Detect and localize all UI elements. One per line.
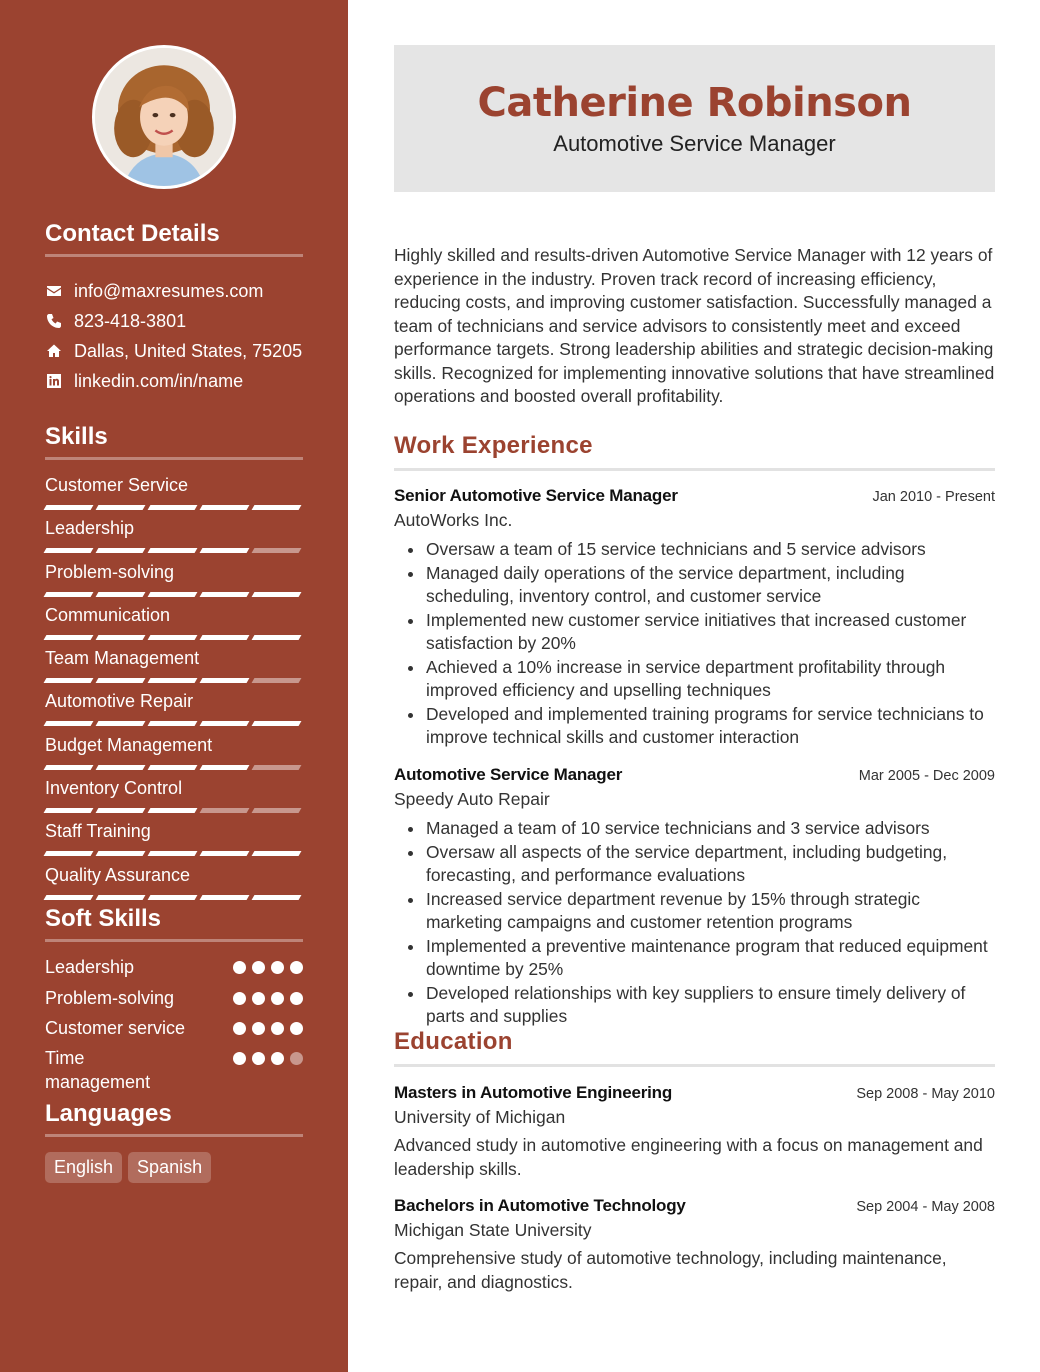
job-role: Senior Automotive Service Manager	[394, 486, 678, 505]
skill-level-segment	[96, 635, 146, 640]
skill-level-segment	[200, 592, 250, 597]
avatar-photo	[95, 48, 233, 186]
skill-level-segment	[252, 505, 302, 510]
contact-linkedin[interactable]	[45, 366, 305, 396]
education-dates: Sep 2008 - May 2010	[856, 1086, 995, 1102]
job-dates: Jan 2010 - Present	[872, 489, 995, 505]
skill-level-segment	[44, 505, 94, 510]
sidebar	[0, 0, 348, 1372]
linkedin-icon	[45, 372, 63, 390]
soft-skill-name: Problem-solving	[45, 988, 175, 1008]
skill-level-segment	[252, 548, 302, 553]
contact-heading: Contact Details	[45, 220, 303, 257]
job-role: Automotive Service Manager	[394, 765, 623, 784]
skill-row	[45, 863, 303, 906]
soft-skill-level-dot	[252, 1052, 265, 1065]
soft-skill-row	[45, 955, 303, 986]
skill-level-segment	[44, 678, 94, 683]
soft-skills-heading: Soft Skills	[45, 905, 303, 942]
skill-level-segment	[148, 765, 198, 770]
skill-level-segment	[252, 678, 302, 683]
skill-level-segment	[44, 548, 94, 553]
soft-skill-level-dot	[290, 1052, 303, 1065]
skill-level-segment	[96, 895, 146, 900]
job-bullets	[394, 817, 995, 1029]
skill-row	[45, 689, 303, 732]
skill-level-segment	[44, 808, 94, 813]
candidate-title: Automotive Service Manager	[553, 131, 836, 156]
education-description: Comprehensive study of automotive technology, including maintenance, repair, and diagnostics.	[394, 1248, 947, 1292]
skill-level-segment	[200, 635, 250, 640]
resume-header	[394, 45, 995, 192]
job-bullet: Implemented a preventive maintenance program that reduced equipment downtime by 25%	[394, 935, 995, 982]
skill-level-segment	[148, 721, 198, 726]
skill-level-segment	[148, 635, 198, 640]
candidate-name: Catherine Robinson	[477, 80, 912, 126]
contact-email-text: info@maxresumes.com	[74, 280, 264, 301]
soft-skill-name: Customer service	[45, 1018, 186, 1038]
skill-level-segment	[44, 851, 94, 856]
education-heading: Education	[394, 1028, 995, 1067]
skill-level-segment	[200, 808, 250, 813]
skill-level-bars	[45, 765, 303, 770]
skill-level-segment	[252, 635, 302, 640]
skill-level-segment	[252, 895, 302, 900]
education-entry	[394, 1081, 995, 1181]
skill-level-segment	[200, 721, 250, 726]
soft-skill-level-dot	[252, 961, 265, 974]
language-chip: Spanish	[128, 1152, 211, 1183]
skill-name: Automotive Repair	[45, 691, 194, 712]
school: University of Michigan	[394, 1107, 566, 1127]
soft-skill-level-dot	[233, 1052, 246, 1065]
job-bullet: Increased service department revenue by 15% through strategic marketing campaigns and customer retention programs	[394, 888, 995, 935]
skill-level-segment	[148, 505, 198, 510]
job-bullet: Implemented new customer service initiatives that increased customer satisfaction by 20%	[394, 609, 995, 656]
skill-level-segment	[148, 895, 198, 900]
skill-level-segment	[96, 851, 146, 856]
job-company: AutoWorks Inc.	[394, 510, 513, 530]
soft-skill-level-dot	[233, 1022, 246, 1035]
education-entry	[394, 1194, 995, 1294]
skill-name: Budget Management	[45, 734, 213, 755]
skill-level-bars	[45, 678, 303, 683]
soft-skills-list	[45, 955, 303, 1094]
language-chip: English	[45, 1152, 122, 1183]
skill-level-bars	[45, 808, 303, 813]
education-dates: Sep 2004 - May 2008	[856, 1199, 995, 1215]
soft-skill-level-dot	[290, 1022, 303, 1035]
work-heading: Work Experience	[394, 432, 995, 471]
job-bullet: Developed and implemented training programs for service technicians to improve technical skills and customer interaction	[394, 703, 995, 750]
skill-level-segment	[252, 808, 302, 813]
skill-level-segment	[252, 851, 302, 856]
contact-phone-text: 823-418-3801	[74, 310, 187, 331]
soft-skill-row	[45, 986, 303, 1016]
skill-level-segment	[44, 895, 94, 900]
school: Michigan State University	[394, 1220, 592, 1240]
skill-level-segment	[252, 765, 302, 770]
job-company: Speedy Auto Repair	[394, 789, 550, 809]
skill-level-bars	[45, 548, 303, 553]
soft-skill-row	[45, 1046, 303, 1094]
skill-level-segment	[96, 678, 146, 683]
skill-level-segment	[44, 592, 94, 597]
skill-row	[45, 646, 303, 689]
job-entry	[394, 484, 995, 750]
job-bullet: Oversaw all aspects of the service department, including budgeting, forecasting, and performance evaluations	[394, 841, 995, 888]
contact-phone[interactable]	[45, 306, 305, 336]
home-icon	[45, 342, 63, 360]
degree: Masters in Automotive Engineering	[394, 1083, 673, 1102]
skill-level-segment	[148, 808, 198, 813]
contact-list	[45, 276, 305, 396]
skill-row	[45, 560, 303, 603]
job-bullet: Oversaw a team of 15 service technicians and 5 service advisors	[394, 538, 995, 562]
skill-name: Inventory Control	[45, 778, 183, 799]
soft-skill-level-dot	[271, 992, 284, 1005]
job-bullet: Managed a team of 10 service technicians and 3 service advisors	[394, 817, 995, 841]
skill-level-segment	[96, 808, 146, 813]
skill-level-segment	[44, 635, 94, 640]
skill-name: Problem-solving	[45, 561, 175, 582]
soft-skill-level-dot	[233, 961, 246, 974]
skill-level-segment	[96, 505, 146, 510]
skill-row	[45, 733, 303, 776]
soft-skill-level-dots	[233, 1046, 303, 1065]
soft-skill-level-dot	[290, 961, 303, 974]
contact-email[interactable]	[45, 276, 305, 306]
avatar	[92, 45, 236, 189]
skill-level-segment	[148, 548, 198, 553]
job-dates: Mar 2005 - Dec 2009	[858, 768, 995, 784]
skill-level-bars	[45, 635, 303, 640]
skill-level-segment	[200, 678, 250, 683]
languages-list	[45, 1152, 211, 1183]
skill-row	[45, 473, 303, 516]
skill-level-bars	[45, 592, 303, 597]
soft-skill-row	[45, 1016, 303, 1046]
skill-row	[45, 776, 303, 819]
soft-skill-level-dot	[252, 992, 265, 1005]
skill-row	[45, 819, 303, 862]
soft-skill-level-dot	[271, 1052, 284, 1065]
skill-level-segment	[252, 592, 302, 597]
skill-name: Customer Service	[45, 475, 189, 495]
skill-level-segment	[148, 851, 198, 856]
skill-level-segment	[200, 895, 250, 900]
skill-level-segment	[200, 505, 250, 510]
skill-name: Communication	[45, 604, 171, 625]
skill-level-segment	[96, 721, 146, 726]
job-bullet: Achieved a 10% increase in service department profitability through improved efficiency and upselling techniques	[394, 656, 995, 703]
soft-skill-level-dots	[233, 1016, 303, 1035]
skill-name: Quality Assurance	[45, 864, 191, 885]
soft-skill-level-dot	[233, 992, 246, 1005]
soft-skill-level-dots	[233, 986, 303, 1005]
skill-level-segment	[200, 548, 250, 553]
skill-level-bars	[45, 721, 303, 726]
contact-linkedin-text: linkedin.com/in/name	[74, 370, 244, 391]
soft-skill-level-dot	[290, 992, 303, 1005]
skill-level-segment	[96, 592, 146, 597]
skill-level-segment	[148, 592, 198, 597]
languages-heading: Languages	[45, 1100, 303, 1137]
skill-level-segment	[96, 765, 146, 770]
skill-level-bars	[45, 895, 303, 900]
email-icon	[45, 282, 63, 300]
skills-heading: Skills	[45, 423, 303, 460]
skill-name: Leadership	[45, 518, 135, 539]
skill-level-segment	[148, 678, 198, 683]
skill-row	[45, 516, 303, 559]
soft-skill-name: Leadership	[45, 957, 135, 977]
contact-address	[45, 336, 305, 366]
skill-level-bars	[45, 851, 303, 856]
job-bullet: Managed daily operations of the service department, including scheduling, inventory control, and customer service	[394, 562, 995, 609]
skill-name: Staff Training	[45, 821, 151, 842]
summary: Highly skilled and results-driven Automotive Service Manager with 12 years of experience in the industry. Proven track record of increasing efficiency, reducing costs, and improving customer satisfaction. Successfully managed a team of technicians and service advisors to consistently meet and exceed performance targets. Strong leadership abilities and strategic decision-making skills. Recognized for implementing innovative solutions that have streamlined operations and boosted overall profitability.	[394, 245, 995, 406]
skill-level-segment	[44, 765, 94, 770]
soft-skill-level-dot	[252, 1022, 265, 1035]
job-entry	[394, 763, 995, 1029]
skill-level-segment	[252, 721, 302, 726]
soft-skill-level-dot	[271, 1022, 284, 1035]
soft-skill-level-dots	[233, 955, 303, 974]
skill-row	[45, 603, 303, 646]
skill-name: Team Management	[45, 648, 200, 669]
job-bullets	[394, 538, 995, 750]
skill-level-bars	[45, 505, 303, 510]
education-description: Advanced study in automotive engineering with a focus on management and leadership skills.	[394, 1135, 983, 1179]
skills-list	[45, 473, 303, 906]
soft-skill-level-dot	[271, 961, 284, 974]
soft-skill-name: Time management	[45, 1048, 151, 1092]
degree: Bachelors in Automotive Technology	[394, 1196, 686, 1215]
skill-level-segment	[200, 851, 250, 856]
contact-address-text: Dallas, United States, 75205	[74, 340, 303, 361]
job-bullet: Developed relationships with key suppliers to ensure timely delivery of parts and supplies	[394, 982, 995, 1029]
phone-icon	[45, 312, 63, 330]
skill-level-segment	[96, 548, 146, 553]
skill-level-segment	[44, 721, 94, 726]
skill-level-segment	[200, 765, 250, 770]
